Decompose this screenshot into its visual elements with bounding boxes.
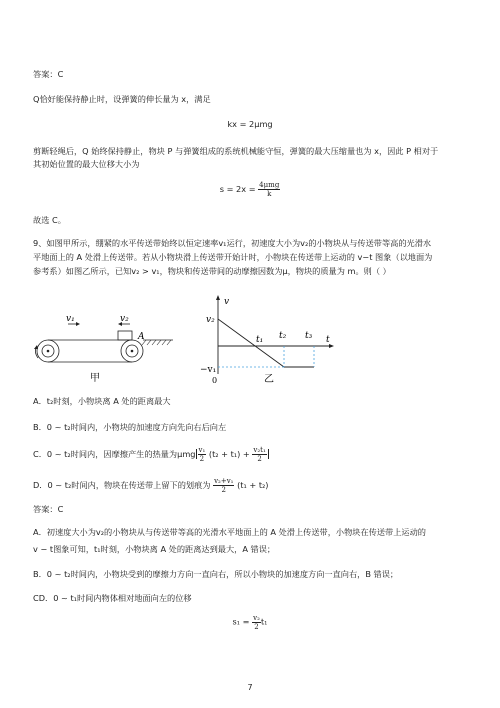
v1-arrow-head [76,322,80,326]
question-9-line: 9、如图甲所示，绷紧的水平传送带始终以恒定速率v₁运行，初速度大小为v₂的小物块从与传送带等高的光滑水 [33,238,432,248]
option-d [33,477,269,494]
question-9-line: 平地面上的 A 处滑上传送带。若从小物块滑上传送带开始计时，小物块在传送带上运动的 v−t 图象（以地面为 [33,252,433,262]
formula-s1-fraction: $\frac{\text{v₂}}{2}$ [253,614,260,631]
formula-kx: kx = 2μmg [227,119,273,129]
formula-s-denominator: k [267,190,272,198]
explanation-a-line: v − t图象可知，t₁时刻，小物块离 A 处的距离达到最大，A 错误； [33,544,276,554]
explanation-a-line: A．初速度大小为v₂的小物块从与传送带等高的光滑水平地面上的 A 处滑上传送带，小物块在传送带上运动的 [33,527,426,537]
option-a: A．t₂时刻，小物块离 A 处的距离最大 [33,396,171,406]
option-d-pre: D．0 ~ t₂时间内，物块在传送带上留下的划痕为 [33,480,211,490]
option-c-frac-a: $\frac{\text{v₁}}{2}$ [198,446,206,463]
option-b: B．0 ~ t₂时间内，小物块的加速度方向先向右后向左 [33,422,227,432]
option-d-frac: $\frac{\text{v₂+v₁}}{2}$ [214,477,234,494]
formula-s-numerator: 4μmg [259,181,280,189]
figure-conveyor [28,292,178,382]
label-t3: t₃ [305,331,313,341]
conclusion-1: 故选 C。 [33,215,66,225]
explanation-cd: CD．0 ~ t₁时间内物体相对地面向左的位移 [33,593,192,603]
formula-s1 [0,614,500,631]
label-v1: v₁ [66,314,75,324]
formula-s1-lhs: s₁ = [232,616,250,627]
velocity-line [218,319,284,367]
option-c-frac-b: $\frac{\text{v₂t₁}}{2}$ [253,446,266,463]
formula-s [0,181,500,198]
ground-hatch [142,340,171,345]
origin-label: 0 [212,376,218,384]
explanation-line: 剪断轻绳后，Q 始终保持静止，物块 P 与弹簧组成的系统机械能守恒，弹簧的最大压缩量也为 x，因此 P 相对于 [33,146,439,156]
formula-s1-rhs: t₁ [260,616,268,627]
option-c-pre: C．0 ~ t₂时间内，因摩擦产生的热量为μmg [33,449,196,459]
formula-s-lhs: s = 2x = [219,184,256,194]
label-A: A [138,332,145,342]
page-number: 7 [247,683,253,692]
label-t2: t₂ [279,331,287,341]
label-v2-axis: v₂ [206,315,215,325]
caption-yi: 乙 [264,374,274,384]
option-c [33,446,269,463]
block [118,331,132,340]
figure-vt-graph [196,292,346,384]
explanation-b: B．0 ~ t₂时间内，小物块受到的摩擦力方向一直向右，所以小物块的加速度方向一直向右，B 错误； [33,569,399,579]
answer-label-1: 答案：C [33,69,64,79]
caption-jia: 甲 [90,373,100,382]
label-v2: v₂ [120,314,129,324]
explanation-line: 其初始位置的最大位移大小为 [33,159,140,169]
formula-s-fraction [258,181,280,198]
option-c-mid: (t₂ + t₁) + [208,449,250,459]
option-d-post: (t₁ + t₂) [237,480,269,490]
question-9-line: 参考系）如图乙所示，已知v₂ > v₁，物块和传送带间的动摩擦因数为μ，物块的质量为 m。则（ ） [33,266,391,276]
label-t1: t₁ [256,335,264,345]
label-neg-v1: −v₁ [200,365,217,375]
answer-label-2: 答案：C [33,504,64,514]
explanation-line: Q恰好能保持静止时，设弹簧的伸长量为 x，满足 [33,94,211,104]
t-axis-label: t [326,335,330,345]
v-axis-label: v [224,297,230,307]
